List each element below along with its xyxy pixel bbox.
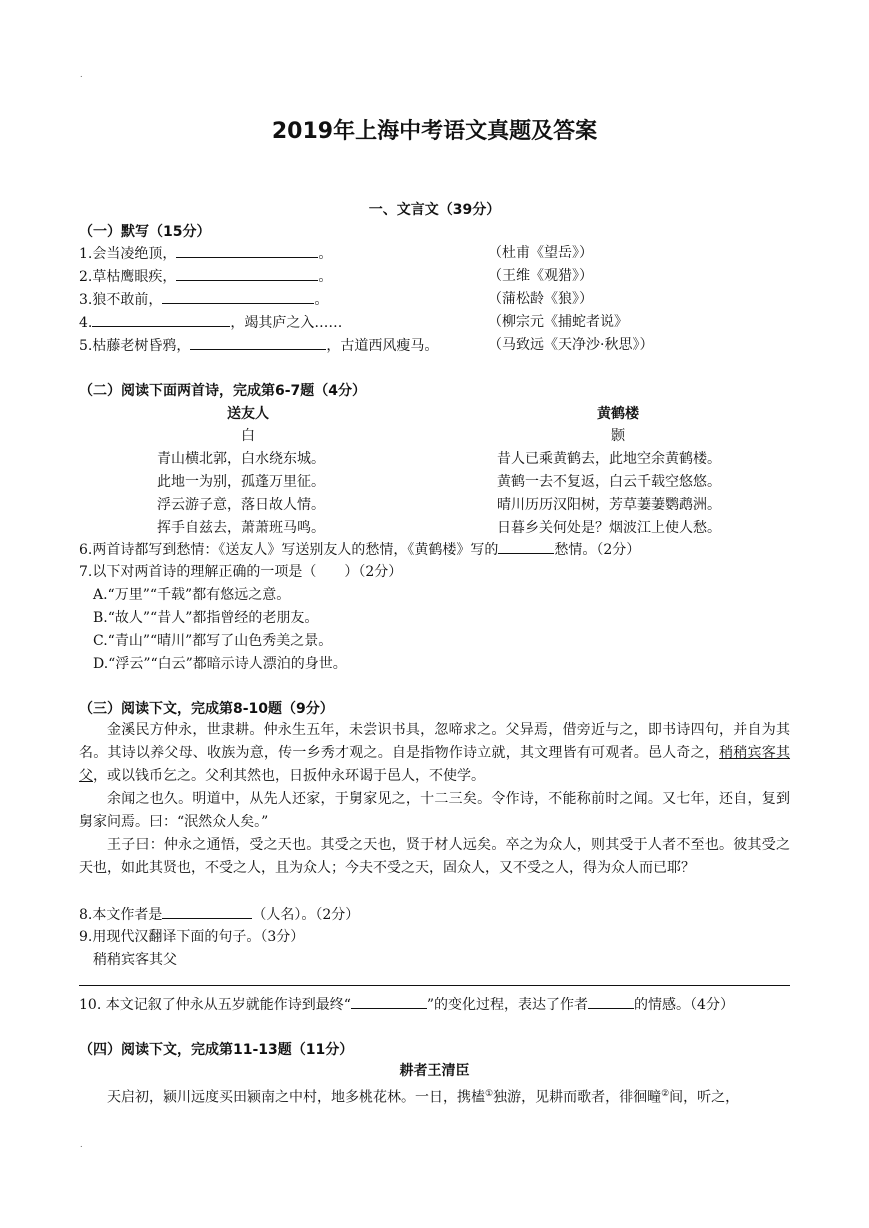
answer-blank[interactable] — [351, 994, 427, 1009]
poem1-line-3: 浮云游子意，落日故人情。 — [157, 497, 325, 513]
dictation-item-3: 3.狼不敢前， 。 — [79, 289, 328, 310]
page-title: 2019年上海中考语文真题及答案 — [271, 119, 598, 144]
answer-blank[interactable] — [190, 335, 326, 350]
part1-heading: （一）默写（15分） — [79, 224, 211, 240]
underlined-sentence: 稍稍宾客其父 — [79, 745, 791, 784]
footnote-marker: ② — [661, 1089, 670, 1099]
part2-heading: （二）阅读下面两首诗，完成第6-7题（4分） — [79, 383, 367, 399]
section-heading: 一、文言文（39分） — [368, 202, 501, 218]
passage-paragraph-3: 王子曰：仲永之通悟，受之天也。其受之天也，贤于材人远矣。卒之为众人，则其受于人者不至也。彼其受之天也，如此其贤也，不受之人，且为众人；今夫不受之天，固众人，又不受之人，得为众人而已耶？ — [79, 837, 790, 876]
poem2-line-4: 日暮乡关何处是？烟波江上使人愁。 — [497, 520, 721, 536]
answer-blank[interactable] — [92, 312, 230, 327]
part4-heading: （四）阅读下文，完成第11-13题（11分） — [79, 1042, 354, 1058]
dictation-item-2: 2.草枯鹰眼疾， 。 — [79, 266, 332, 287]
poem2-line-1: 昔人已乘黄鹤去，此地空余黄鹤楼。 — [497, 451, 721, 467]
poem1-line-2: 此地一为别，孤蓬万里征。 — [157, 474, 325, 490]
dictation-item-1: 1.会当凌绝顶， 。 — [79, 243, 332, 264]
answer-blank[interactable] — [498, 539, 554, 554]
answer-line[interactable] — [79, 985, 790, 986]
poem1-line-4: 挥手自兹去，萧萧班马鸣。 — [157, 520, 325, 536]
dictation-item-4: 4. ，竭其庐之入…… — [79, 312, 342, 333]
question-7: 7.以下对两首诗的理解正确的一项是（ ）（2分） — [79, 564, 403, 580]
option-c[interactable]: C.“青山”“晴川”都写了山色秀美之景。 — [93, 633, 333, 649]
dictation-source-4: （柳宗元《捕蛇者说》 — [488, 314, 628, 330]
answer-blank[interactable] — [588, 994, 634, 1009]
dictation-source-2: （王维《观猎》） — [488, 268, 593, 284]
footnote-marker: ① — [485, 1089, 494, 1099]
page-dot-bottom: . — [80, 1140, 83, 1149]
option-d[interactable]: D.“浮云”“白云”都暗示诗人漂泊的身世。 — [93, 656, 347, 672]
poem1-title: 送友人 — [227, 406, 269, 422]
poem1-line-1: 青山横北郭，白水绕东城。 — [157, 451, 325, 467]
poem2-title: 黄鹤楼 — [597, 406, 639, 422]
passage-paragraph-2: 余闻之也久。明道中，从先人还家，于舅家见之，十二三矣。令作诗，不能称前时之闻。又七年，还自，复到舅家问焉。曰：“泯然众人矣。” — [79, 791, 790, 830]
option-b[interactable]: B.“故人”“昔人”都指曾经的老朋友。 — [93, 610, 319, 626]
poem1-author: 白 — [241, 428, 255, 444]
option-a[interactable]: A.“万里”“千载”都有悠远之意。 — [93, 587, 291, 603]
answer-blank[interactable] — [176, 243, 318, 258]
dictation-source-3: （蒲松龄《狼》） — [488, 291, 593, 307]
question-10: 10. 本文记叙了仲永从五岁就能作诗到最终“ ”的变化过程，表达了作者 的情感。（4分） — [79, 994, 734, 1015]
question-8: 8.本文作者是 （人名）。（2分） — [79, 904, 359, 925]
poem2-line-2: 黄鹤一去不复返，白云千载空悠悠。 — [497, 474, 721, 490]
poem2-line-3: 晴川历历汉阳树，芳草萋萋鹦鹉洲。 — [497, 497, 721, 513]
page-dot-top: . — [80, 70, 83, 79]
question-9: 9.用现代汉翻译下面的句子。（3分） — [79, 929, 305, 945]
dictation-source-1: （杜甫《望岳》） — [488, 245, 593, 261]
passage-paragraph: 天启初，颍川远度买田颍南之中村，地多桃花林。一日，携榼①独游，见耕而歌者，徘徊疃②间，听之， — [107, 1089, 740, 1106]
dictation-source-5: （马致远《天净沙·秋思》） — [488, 337, 654, 353]
answer-blank[interactable] — [162, 289, 314, 304]
passage-title: 耕者王清臣 — [399, 1063, 470, 1079]
passage-fangzhongyong — [79, 719, 790, 880]
question-6: 6.两首诗都写到愁情：《送友人》写送别友人的愁情，《黄鹤楼》写的 愁情。（2分） — [79, 539, 640, 560]
passage-paragraph-1: 金溪民方仲永，世隶耕。仲永生五年，未尝识书具，忽啼求之。父异焉，借旁近与之，即书诗四句，并自为其名。其诗以养父母、收族为意，传一乡秀才观之。自是指物作诗立就，其文理皆有可观者。邑人奇之，稍稍宾客其父，或以钱币乞之。父利其然也，日扳仲永环谒于邑人，不使学。 — [79, 722, 791, 784]
answer-blank[interactable] — [162, 904, 252, 919]
dictation-item-5: 5.枯藤老树昏鸦， ，古道西风瘦马。 — [79, 335, 438, 356]
part3-heading: （三）阅读下文，完成第8-10题（9分） — [79, 701, 334, 717]
answer-blank[interactable] — [176, 266, 318, 281]
question-9-sentence: 稍稍宾客其父 — [93, 952, 177, 968]
poem2-author: 颢 — [611, 428, 625, 444]
